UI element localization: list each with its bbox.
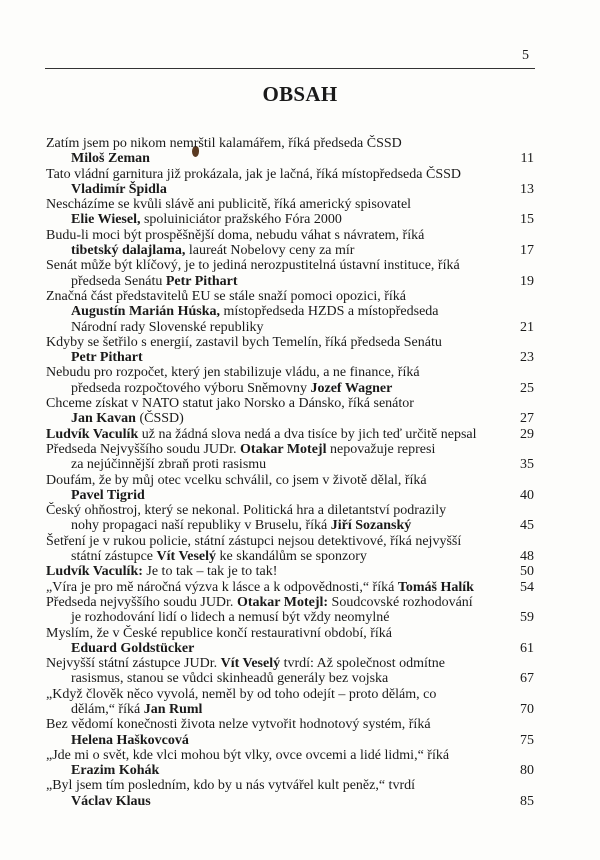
entry-text: spoluiniciátor pražského Fóra 2000 bbox=[140, 212, 342, 228]
entry-page-number: 75 bbox=[520, 732, 534, 748]
person-name: Jiří Sozanský bbox=[330, 518, 412, 534]
toc-entry-line bbox=[46, 595, 540, 610]
toc-entry bbox=[46, 748, 540, 779]
person-name: Elie Wiesel, bbox=[71, 212, 141, 228]
person-name: Vít Veselý bbox=[156, 549, 217, 565]
entry-page-number: 61 bbox=[520, 640, 534, 656]
person-name: Helena Haškovcová bbox=[71, 732, 189, 748]
person-name: Otakar Motejl bbox=[240, 441, 327, 457]
toc-entry-line bbox=[46, 671, 540, 686]
entry-text: Je to tak – tak je to tak! bbox=[142, 564, 278, 580]
toc-entry bbox=[46, 656, 540, 687]
entry-text: Bez vědomí konečnosti života nelze vytvořit hodnotový systém, říká bbox=[46, 717, 431, 733]
toc-entry bbox=[46, 228, 540, 259]
entry-text: „Jde mi o svět, kde vlci mohou být vlky, ovce ovcemi a lidé lidmi,“ říká bbox=[46, 747, 450, 763]
entry-text: je rozhodování lidí o lidech a nemusí být vždy neomylné bbox=[71, 610, 390, 626]
entry-text: „Víra je pro mě náročná výzva k lásce a k odpovědnosti,“ říká bbox=[46, 579, 398, 595]
toc-entry-line bbox=[46, 503, 540, 518]
person-name: Petr Pithart bbox=[71, 350, 143, 366]
toc-entry-line bbox=[46, 549, 540, 564]
entry-text: místopředseda HZDS a místopředseda bbox=[219, 304, 439, 320]
entry-text: Předseda Nejvyššího soudu JUDr. bbox=[46, 441, 241, 457]
entry-text: dělám,“ říká bbox=[71, 701, 144, 717]
toc-entry-line bbox=[46, 182, 540, 197]
person-name: Václav Klaus bbox=[71, 793, 151, 809]
entry-text: Šetření je v rukou policie, státní zástupci nejsou detektivové, říká nejvyšší bbox=[46, 533, 462, 549]
toc-entry bbox=[46, 365, 540, 396]
entry-text: Nescházíme se kvůli slávě ani publicitě, říká americký spisovatel bbox=[46, 197, 412, 213]
toc-entry-line bbox=[46, 702, 540, 717]
entry-page-number: 15 bbox=[520, 212, 534, 228]
toc-entry-line bbox=[46, 641, 540, 656]
entry-page-number: 70 bbox=[520, 701, 534, 717]
entry-page-number: 29 bbox=[520, 426, 534, 442]
toc-entry-line bbox=[46, 442, 540, 457]
page-title: OBSAH bbox=[262, 82, 338, 106]
entry-page-number: 27 bbox=[520, 411, 534, 427]
entry-text: předseda rozpočtového výboru Sněmovny bbox=[71, 380, 311, 396]
entry-text: Doufám, že by můj otec vcelku schválil, co jsem v životě dělal, říká bbox=[46, 472, 427, 488]
entry-page-number: 40 bbox=[520, 487, 534, 503]
toc-entry-line bbox=[46, 518, 540, 533]
entry-text: laureát Nobelovy ceny za mír bbox=[185, 243, 355, 259]
toc-entry-line bbox=[46, 365, 540, 380]
entry-page-number: 11 bbox=[520, 151, 534, 167]
toc-entry bbox=[46, 595, 540, 626]
toc-entry-line bbox=[46, 289, 540, 304]
person-name: Jan Kavan bbox=[71, 411, 136, 427]
entry-page-number: 17 bbox=[520, 243, 534, 259]
entry-text: Myslím, že v České republice končí restaurativní období, říká bbox=[46, 625, 393, 641]
entry-page-number: 54 bbox=[520, 579, 534, 595]
entry-page-number: 13 bbox=[520, 181, 534, 197]
entry-text: „Byl jsem tím posledním, kdo by u nás vytvářel kult peněz,“ tvrdí bbox=[46, 778, 415, 794]
person-name: Erazim Kohák bbox=[71, 763, 160, 779]
person-name: Eduard Goldstücker bbox=[71, 640, 195, 656]
entry-text: Předseda nejvyššího soudu JUDr. bbox=[46, 594, 237, 610]
toc-entry-line bbox=[46, 228, 540, 243]
entry-text: Tato vládní garnitura již prokázala, jak je lačná, říká místopředseda ČSSD bbox=[46, 166, 461, 182]
header-rule bbox=[45, 68, 535, 69]
entry-page-number: 59 bbox=[520, 610, 534, 626]
toc-entry bbox=[46, 503, 540, 534]
entry-text: Senát může být klíčový, je to jediná nerozpustitelná ústavní instituce, říká bbox=[46, 258, 460, 274]
toc-entry bbox=[46, 717, 540, 748]
entry-text: rasismus, stanou se vůdci skinheadů generály bez vojska bbox=[71, 671, 389, 687]
toc-entry bbox=[46, 580, 540, 595]
entry-text: Český ohňostroj, který se nekonal. Politická hra a diletantství podrazily bbox=[46, 503, 447, 519]
toc-entry-line bbox=[46, 580, 540, 595]
toc-entry-line bbox=[46, 748, 540, 763]
toc-entry-line bbox=[46, 733, 540, 748]
page-number: 5 bbox=[522, 48, 529, 63]
entry-text: Nebudu pro rozpočet, který jen stabilizuje vládu, a ne finance, říká bbox=[46, 365, 420, 381]
entry-page-number: 67 bbox=[520, 671, 534, 687]
toc-entry-line bbox=[46, 274, 540, 289]
toc-entry-line bbox=[46, 381, 540, 396]
toc-entry bbox=[46, 167, 540, 198]
toc-entry-line bbox=[46, 136, 540, 151]
person-name: Jan Ruml bbox=[143, 701, 203, 717]
entry-text: Chceme získat v NATO statut jako Norsko a Dánsko, říká senátor bbox=[46, 396, 414, 412]
toc-entry-line bbox=[46, 396, 540, 411]
entry-text: předseda Senátu bbox=[71, 273, 166, 289]
toc-entry-line bbox=[46, 197, 540, 212]
entry-text: státní zástupce bbox=[71, 549, 157, 565]
entry-text: Budu-li moci být prospěšnější doma, nebudu váhat s návratem, říká bbox=[46, 227, 425, 243]
toc-entry-line bbox=[46, 656, 540, 671]
toc-entry bbox=[46, 197, 540, 228]
toc-entry-line bbox=[46, 534, 540, 549]
person-name: Tomáš Halík bbox=[397, 579, 474, 595]
toc-entry bbox=[46, 473, 540, 504]
toc-entry bbox=[46, 778, 540, 809]
person-name: Vít Veselý bbox=[220, 656, 281, 672]
toc-entry bbox=[46, 258, 540, 289]
toc-entry bbox=[46, 687, 540, 718]
person-name: Ludvík Vaculík bbox=[46, 426, 139, 442]
toc-entry-line bbox=[46, 687, 540, 702]
toc-entry bbox=[46, 442, 540, 473]
entry-text: Značná část představitelů EU se stále snaží pomoci opozici, říká bbox=[46, 288, 406, 304]
entry-text: nepovažuje represi bbox=[326, 441, 436, 457]
toc-entry bbox=[46, 626, 540, 657]
entry-page-number: 25 bbox=[520, 380, 534, 396]
person-name: Otakar Motejl: bbox=[236, 594, 329, 610]
entry-text: Kdyby se šetřilo s energií, zastavil bych Temelín, říká předseda Senátu bbox=[46, 334, 442, 350]
entry-text: už na žádná slova nedá a dva tisíce by jich teď určitě nepsal bbox=[138, 426, 477, 442]
toc-entry-line bbox=[46, 427, 540, 442]
toc-entry-line bbox=[46, 212, 540, 227]
person-name: Augustín Marián Húska, bbox=[71, 304, 220, 320]
entry-page-number: 50 bbox=[520, 564, 534, 580]
toc-entry-line bbox=[46, 411, 540, 426]
person-name: Vladimír Špidla bbox=[71, 181, 167, 197]
toc-entry-line bbox=[46, 457, 540, 472]
entry-page-number: 48 bbox=[520, 549, 534, 565]
toc-entry-line bbox=[46, 610, 540, 625]
toc-entry-line bbox=[46, 763, 540, 778]
toc-entry-line bbox=[46, 335, 540, 350]
entry-text: „Když člověk něco vyvolá, neměl by od toho odejít – proto dělám, co bbox=[46, 686, 437, 702]
toc-entry bbox=[46, 396, 540, 427]
entry-text: Národní rady Slovenské republiky bbox=[71, 319, 264, 335]
person-name: Jozef Wagner bbox=[310, 380, 393, 396]
entry-page-number: 80 bbox=[520, 763, 534, 779]
entry-page-number: 21 bbox=[520, 319, 534, 335]
toc-entry-line bbox=[46, 473, 540, 488]
entry-text: nohy propagaci naší republiky v Bruselu, říká bbox=[71, 518, 331, 534]
entry-text: za nejúčinnější zbraň proti rasismu bbox=[71, 457, 267, 473]
toc-entry-line bbox=[46, 167, 540, 182]
toc-entry-line bbox=[46, 626, 540, 641]
toc-entry bbox=[46, 427, 540, 442]
person-name: Ludvík Vaculík: bbox=[46, 564, 143, 580]
entry-text: Soudcovské rozhodování bbox=[328, 594, 473, 610]
entry-text: tvrdí: Až společnost odmítne bbox=[280, 656, 445, 672]
toc-entry-line bbox=[46, 304, 540, 319]
toc-entry-line bbox=[46, 717, 540, 732]
toc-entry bbox=[46, 534, 540, 565]
toc-entry-line bbox=[46, 320, 540, 335]
person-name: tibetský dalajlama, bbox=[71, 243, 186, 259]
entry-page-number: 19 bbox=[520, 273, 534, 289]
entry-text: Zatím jsem po nikom nemrštil kalamářem, říká předseda ČSSD bbox=[46, 136, 402, 151]
toc-entry bbox=[46, 136, 540, 167]
toc-entry-line bbox=[46, 794, 540, 809]
toc-entry bbox=[46, 289, 540, 335]
entry-page-number: 45 bbox=[520, 518, 534, 534]
entry-page-number: 23 bbox=[520, 350, 534, 366]
entry-text: Nejvyšší státní zástupce JUDr. bbox=[46, 656, 221, 672]
toc-entry-line bbox=[46, 564, 540, 579]
entry-text: (ČSSD) bbox=[135, 411, 184, 427]
person-name: Miloš Zeman bbox=[71, 151, 150, 167]
toc-entry bbox=[46, 335, 540, 366]
toc-entry-line bbox=[46, 243, 540, 258]
toc-entry-line bbox=[46, 151, 540, 166]
person-name: Pavel Tigrid bbox=[71, 487, 145, 503]
toc-entry-line bbox=[46, 778, 540, 793]
toc-entry bbox=[46, 564, 540, 579]
table-of-contents bbox=[46, 136, 540, 809]
entry-text: ke skandálům se sponzory bbox=[216, 549, 367, 565]
person-name: Petr Pithart bbox=[165, 273, 238, 289]
toc-entry-line bbox=[46, 350, 540, 365]
entry-page-number: 85 bbox=[520, 793, 534, 809]
toc-entry-line bbox=[46, 258, 540, 273]
toc-entry-line bbox=[46, 488, 540, 503]
entry-page-number: 35 bbox=[520, 457, 534, 473]
